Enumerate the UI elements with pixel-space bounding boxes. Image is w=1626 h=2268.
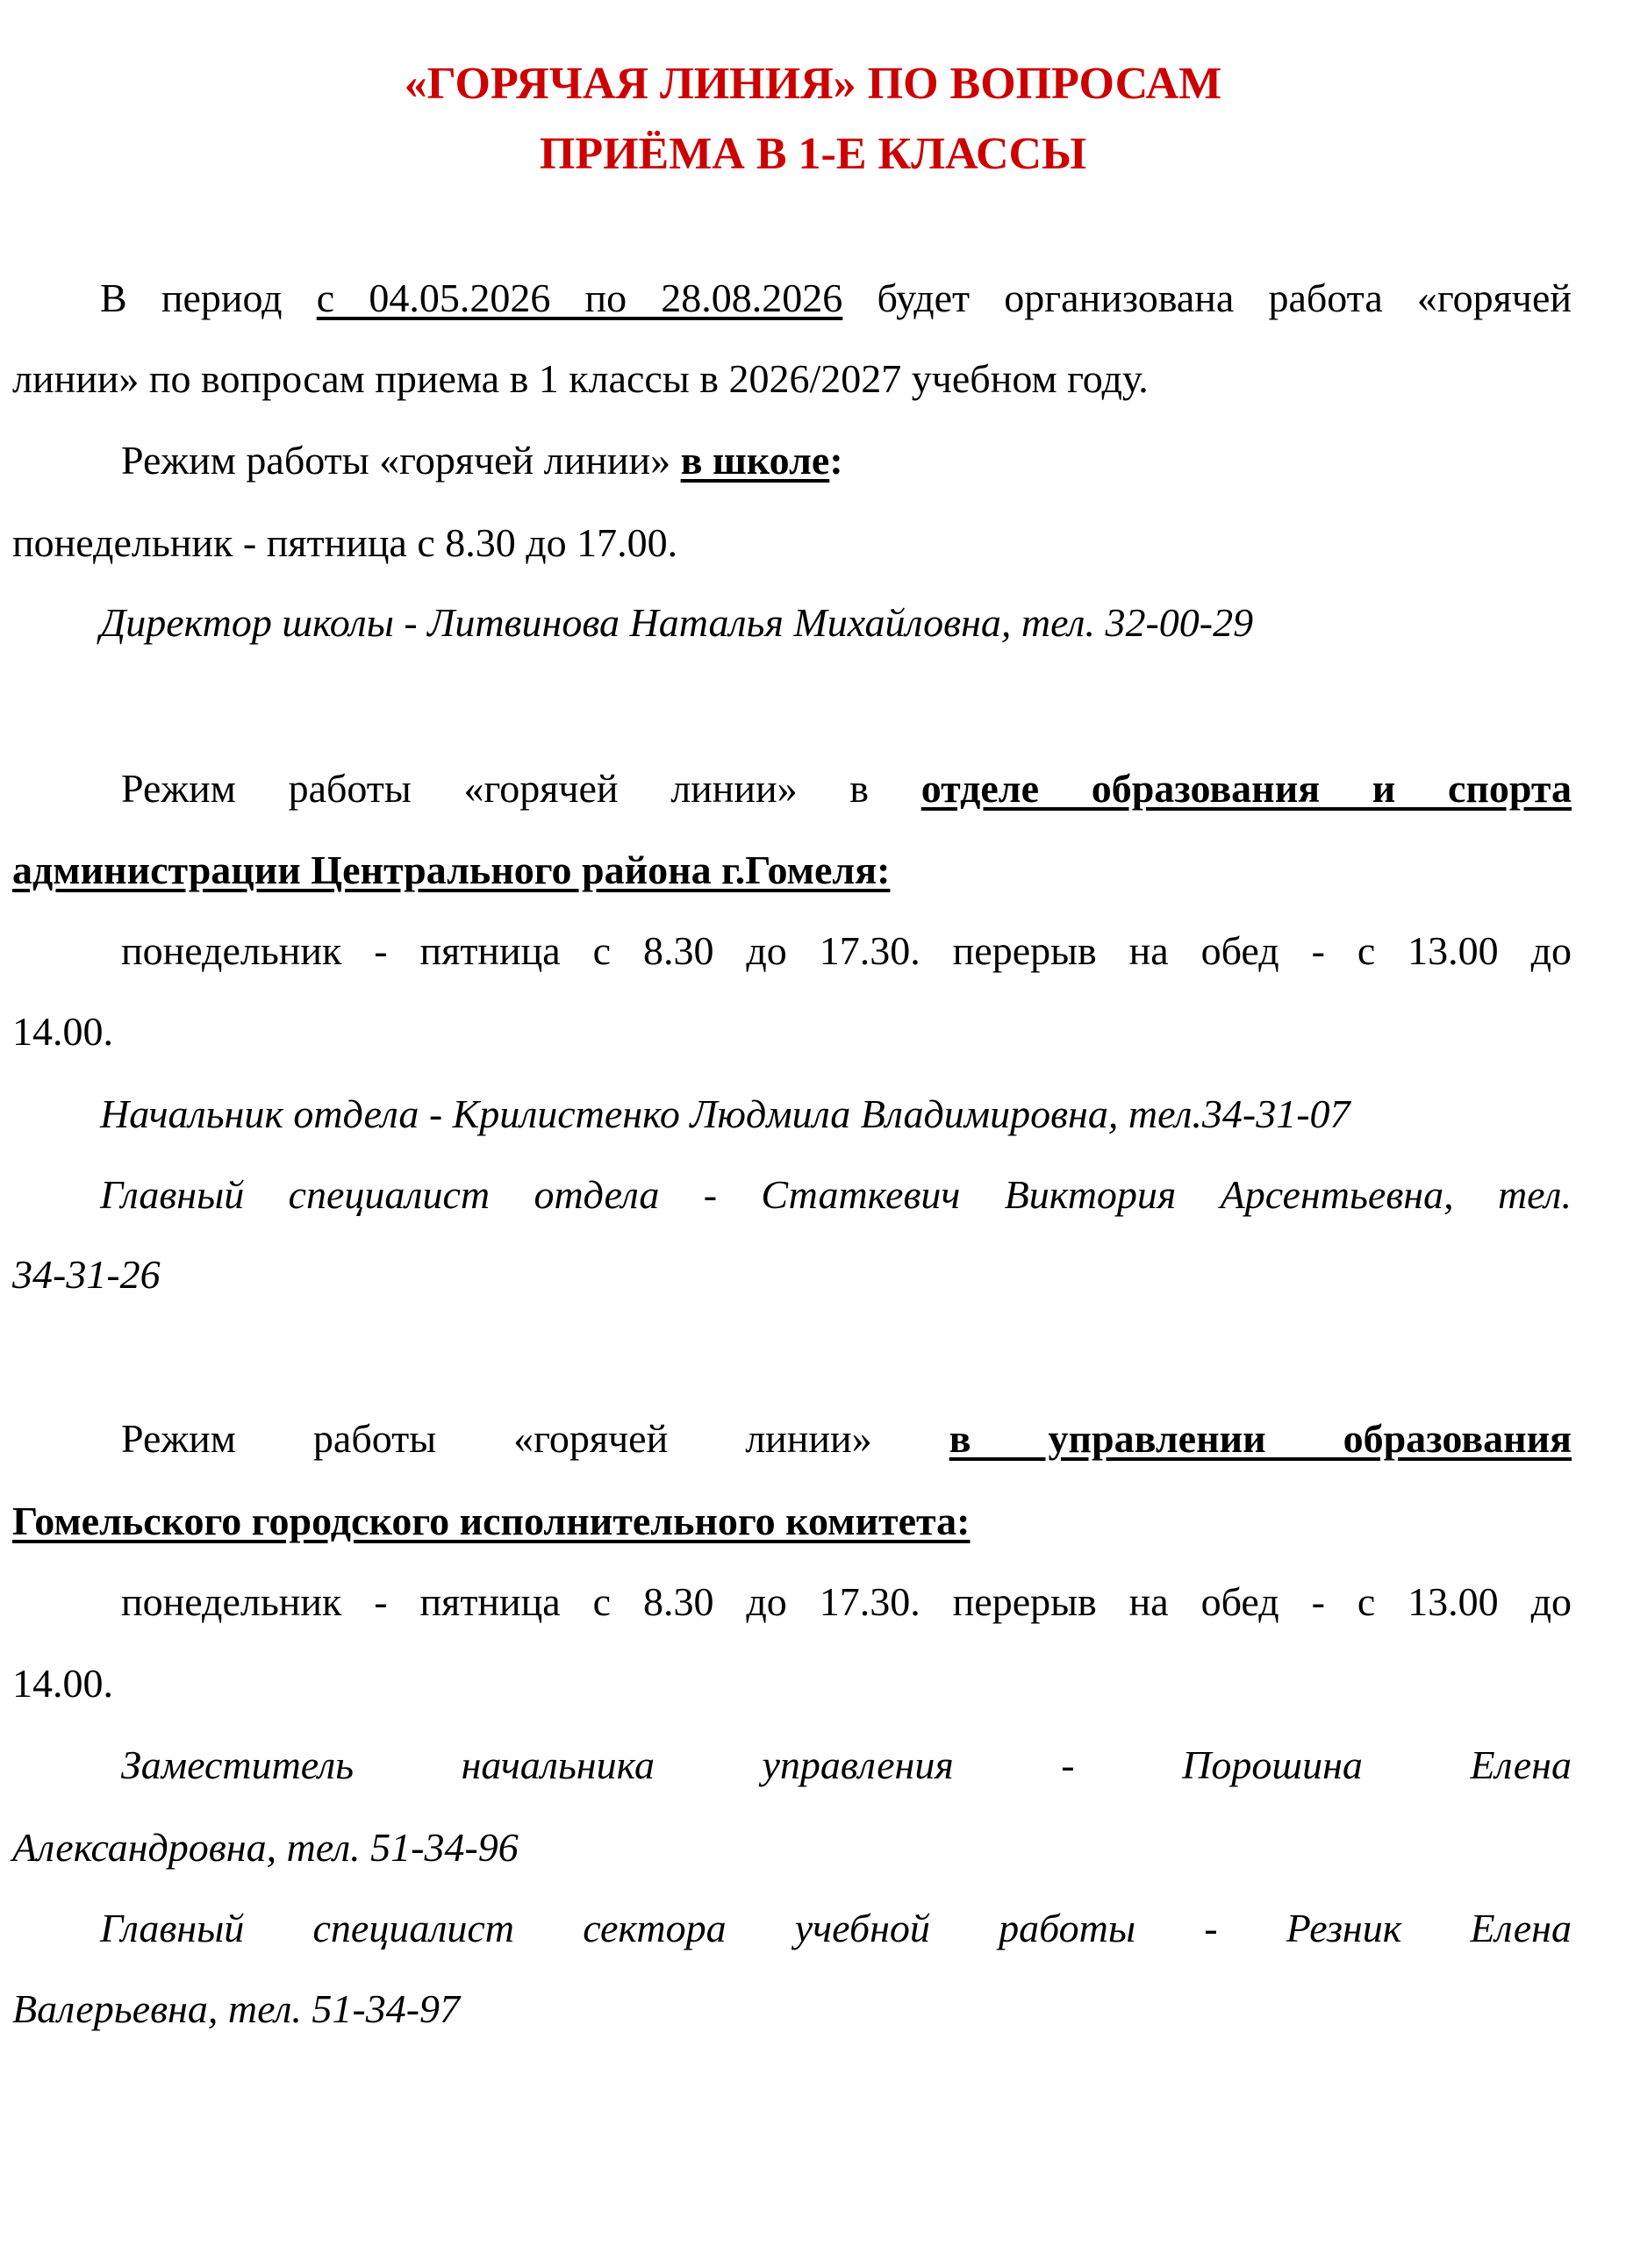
city-contact-1-line-2: Александровна, тел. 51-34-96 xyxy=(12,1825,519,1870)
district-heading-place-b: администрации Центрального района г.Гомеля: xyxy=(12,848,891,892)
intro-line-1 xyxy=(12,274,1572,323)
school-heading-place: в школе xyxy=(680,438,830,483)
district-hours-line-2: 14.00. xyxy=(12,1009,113,1054)
district-heading-prefix: Режим работы «горячей линии» в xyxy=(121,766,921,811)
city-heading-line-1 xyxy=(12,1414,1572,1463)
school-heading-prefix: Режим работы «горячей линии» xyxy=(121,438,681,483)
city-heading-line-2 xyxy=(12,1497,1572,1546)
city-heading-place-a: в управлении образования xyxy=(949,1416,1572,1461)
city-contact-2-line-1: Главный специалист сектора учебной работы - Резник Елена xyxy=(100,1906,1572,1950)
district-contact-2-line-2: 34-31-26 xyxy=(12,1252,161,1297)
district-heading-place-a: отделе образования и спорта xyxy=(920,766,1572,811)
intro-prefix: В период xyxy=(100,275,317,320)
city-heading-place-b: Гомельского городского исполнительного комитета: xyxy=(12,1499,971,1543)
district-contact-1: Начальник отдела - Крилистенко Людмила Владимировна, тел.34-31-07 xyxy=(100,1091,1350,1136)
title-line-2: ПРИЁМА В 1-Е КЛАССЫ xyxy=(539,129,1087,179)
district-contact-2-line-1: Главный специалист отдела - Статкевич Виктория Арсентьевна, тел. xyxy=(100,1172,1572,1217)
school-contact: Директор школы - Литвинова Наталья Михайловна, тел. 32-00-29 xyxy=(100,600,1254,645)
school-heading xyxy=(12,436,1572,485)
city-hours-line-2: 14.00. xyxy=(12,1661,113,1706)
intro-period: с 04.05.2026 по 28.08.2026 xyxy=(316,275,843,320)
district-heading-line-2 xyxy=(12,846,1572,895)
city-contact-2-line-2: Валерьевна, тел. 51-34-97 xyxy=(12,1986,461,2031)
title-line-1: «ГОРЯЧАЯ ЛИНИЯ» ПО ВОПРОСАМ xyxy=(404,59,1222,109)
intro-line-2: линии» по вопросам приема в 1 классы в 2026/2027 учебном году. xyxy=(12,356,1149,401)
school-heading-colon: : xyxy=(829,438,843,483)
city-heading-prefix: Режим работы «горячей линии» xyxy=(121,1416,949,1461)
city-contact-1-line-1: Заместитель начальника управления - Порошина Елена xyxy=(121,1742,1572,1787)
intro-suffix: будет организована работа «горячей xyxy=(842,275,1572,320)
district-heading-line-1 xyxy=(12,764,1572,813)
district-hours-line-1: понедельник - пятница с 8.30 до 17.30. перерыв на обед - с 13.00 до xyxy=(121,928,1572,973)
city-hours-line-1: понедельник - пятница с 8.30 до 17.30. перерыв на обед - с 13.00 до xyxy=(121,1579,1572,1624)
school-hours: понедельник - пятница с 8.30 до 17.00. xyxy=(12,520,678,565)
